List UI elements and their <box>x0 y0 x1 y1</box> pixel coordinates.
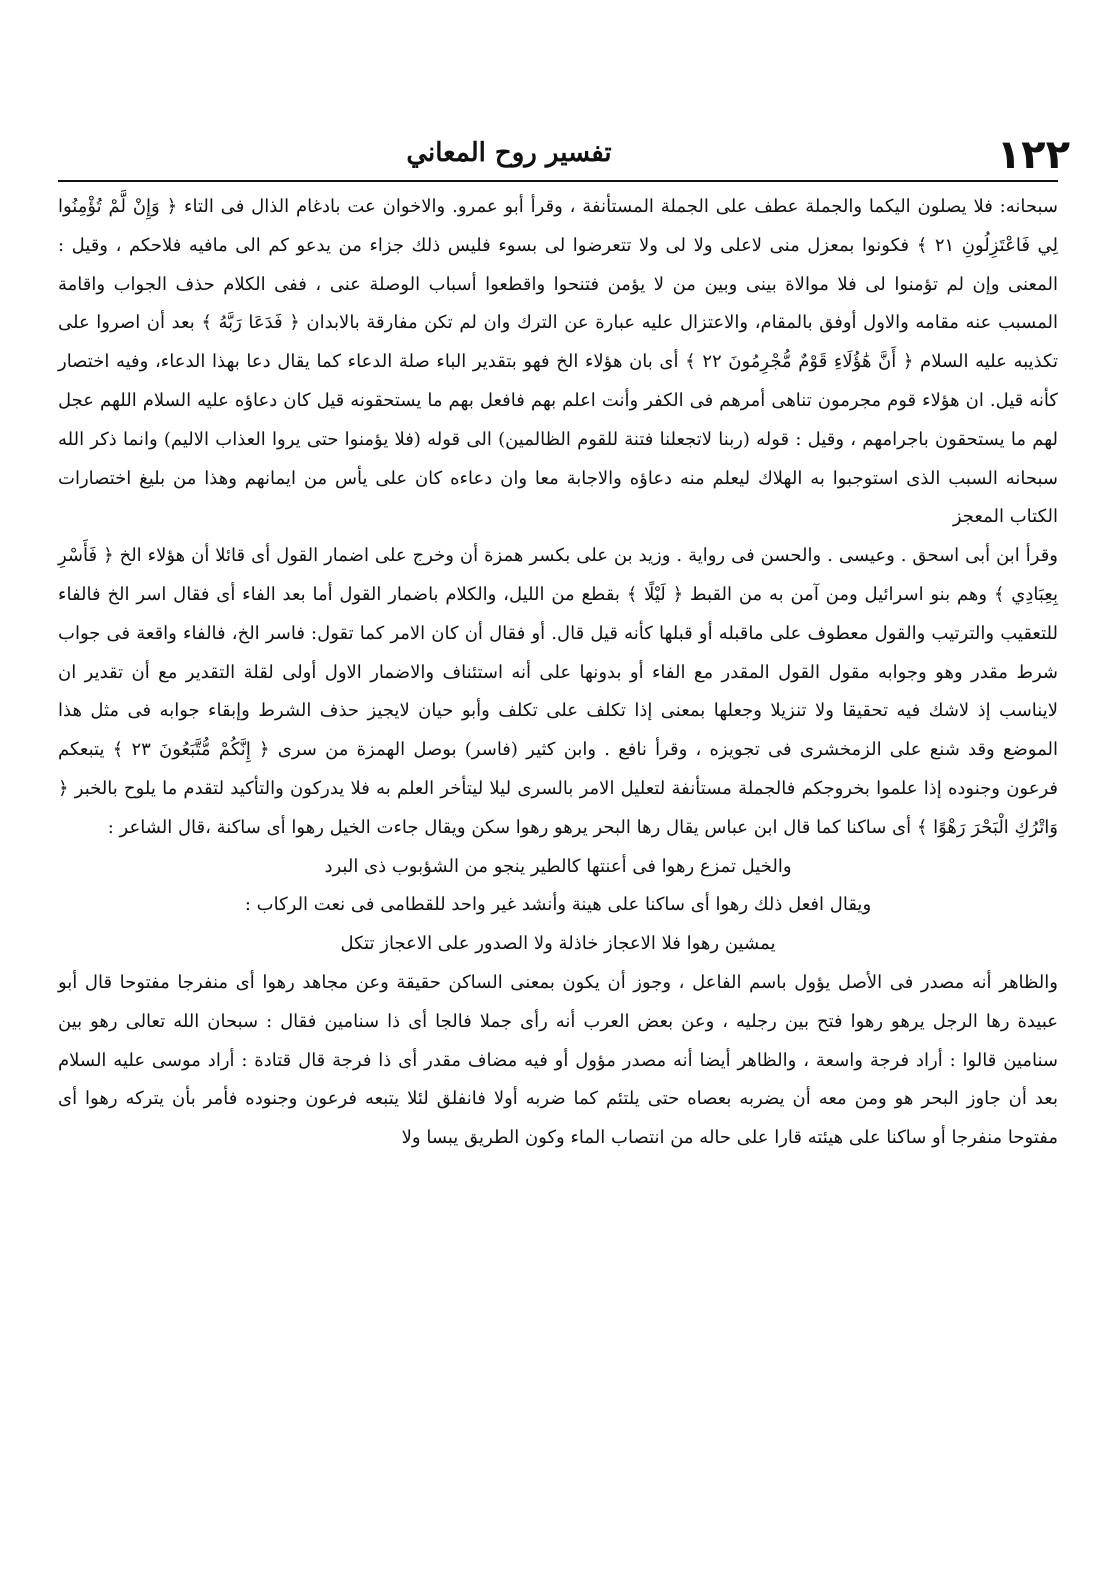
body-text <box>58 188 1058 1568</box>
poetry-verse-1: والخيل تمزع رهوا فى أعنتها كالطير ينجو من الشؤبوب ذى البرد <box>324 855 792 877</box>
paragraph-1: سبحانه: فلا يصلون اليكما والجملة عطف على الجملة المستأنفة ، وقرأ أبو عمرو. والاخوان عت بادغام الذال فى التاء ﴿ وَإِنْ لَّمْ تُؤْمِنُوا لِي فَاعْتَزِلُونِ ٢١ ﴾ فكونوا بمعزل منى لاعلى ولا لى ولا تتعرضوا لى بسوء فليس ذلك جزاء من يدعو كم الى مافيه فلاحكم ، وقيل : المعنى وإن لم تؤمنوا لى فلا موالاة بينى وبين من لا يؤمن فتنحوا واقطعوا أسباب الوصلة عنى ، ففى الكلام حذف الجواب واقامة المسبب عنه مقامه والاول أوفق بالمقام، والاعتزال عليه عبارة عن الترك وان لم تكن مفارقة بالابدان ﴿ فَدَعَا رَبَّهُ ﴾ بعد أن اصروا على تكذيبه عليه السلام ﴿ أَنَّ هَٰؤُلَاءِ قَوْمٌ مُّجْرِمُونَ ٢٢ ﴾ أى بان هؤلاء الخ فهو بتقدير الباء صلة الدعاء كما يقال دعا بهذا الدعاء، وفيه اختصار كأنه قيل. ان هؤلاء قوم مجرمون تناهى أمرهم فى الكفر وأنت اعلم بهم فافعل بهم ما يستحقونه قيل كان دعاؤه عليه السلام اللهم عجل لهم ما يستحقون باجرامهم ، وقيل : قوله (ربنا لاتجعلنا فتنة للقوم الظالمين) الى قوله (فلا يؤمنوا حتى يروا العذاب الاليم) وانما ذكر الله سبحانه السبب الذى استوجبوا به الهلاك ليعلم منه دعاؤه والاجابة معا وان دعاءه كان على يأس من ايمانهم وهذا من بليغ اختصارات الكتاب المعجز <box>58 196 1059 528</box>
page-header <box>58 130 1070 186</box>
verse-introduction: ويقال افعل ذلك رهوا أى ساكنا على هينة وأنشد غير واحد للقطامى فى نعت الركاب : <box>244 894 872 916</box>
header-rule <box>58 180 1058 182</box>
paragraph-2: وقرأ ابن أبى اسحق . وعيسى . والحسن فى رواية . وزيد بن على بكسر همزة أن وخرج على اضمار القول أى قائلا أن هؤلاء الخ ﴿ فَأَسْرِ بِعِبَادِي ﴾ وهم بنو اسرائيل ومن آمن به من القبط ﴿ لَيْلًا ﴾ بقطع من الليل، والكلام باضمار القول أما بعد الفاء أى فقال اسر الخ فالفاء للتعقيب والترتيب والقول معطوف على ماقبله أو قبلها كأنه قيل قال. أو فقال أن كان الامر كما تقول: فاسر الخ، فالفاء واقعة فى جواب شرط مقدر وهو وجوابه مقول القول المقدر مع الفاء أو بدونها على أنه استئناف والاضمار الاول أولى لقلة التقدير مع أن تقدير ان لايناسب إذ لاشك فيه تحقيقا ولا تنزيلا وجعلها بمعنى إذا تكلف على تكلف وأبو حيان لايجيز حذف الشرط وإبقاء جوابه فى مثل هذا الموضع وقد شنع على الزمخشرى فى تجويزه ، وقرأ نافع . وابن كثير (فاسر) بوصل الهمزة من سرى ﴿ إِنَّكُمْ مُّتَّبَعُونَ ٢٣ ﴾ يتبعكم فرعون وجنوده إذا علموا بخروجكم فالجملة مستأنفة لتعليل الامر بالسرى ليلا ليتأخر العلم به فلا يدركون والتأكيد لتقدم ما يلوح بالخبر ﴿ وَاتْرُكِ الْبَحْرَ رَهْوًا ﴾ أى ساكنا كما قال ابن عباس يقال رها البحر يرهو رهوا سكن ويقال جاءت الخيل رهوا أى ساكنة ،قال الشاعر : <box>58 545 1059 838</box>
running-title: تفسير روح المعاني <box>406 138 612 168</box>
poetry-verse-2: يمشين رهوا فلا الاعجاز خاذلة ولا الصدور على الاعجاز تتكل <box>340 933 776 955</box>
page-number: ١٢٢ <box>996 132 1070 178</box>
paragraph-3: والظاهر أنه مصدر فى الأصل يؤول باسم الفاعل ، وجوز أن يكون بمعنى الساكن حقيقة وعن مجاهد رهوا أى منفرجا مفتوحا قال أبو عبيدة رها الرجل يرهو رهوا فتح بين رجليه ، وعن بعض العرب أنه رأى جملا فالجا أى ذا سنامين فقال : سبحان الله تعالى رهو بين سنامين قالوا : أراد فرجة واسعة ، والظاهر أيضا أنه مصدر مؤول أو فيه مضاف مقدر أى ذا فرجة قال قتادة : أراد موسى عليه السلام بعد أن جاوز البحر هو ومن معه أن يضربه بعصاه حتى يلتئم كما ضربه أولا فانفلق لئلا يتبعه فرعون وجنوده فأمر بأن يتركه رهوا أى مفتوحا منفرجا أو ساكنا على هيئته قارا على حاله من انتصاب الماء وكون الطريق يبسا ولا <box>58 971 1058 1149</box>
